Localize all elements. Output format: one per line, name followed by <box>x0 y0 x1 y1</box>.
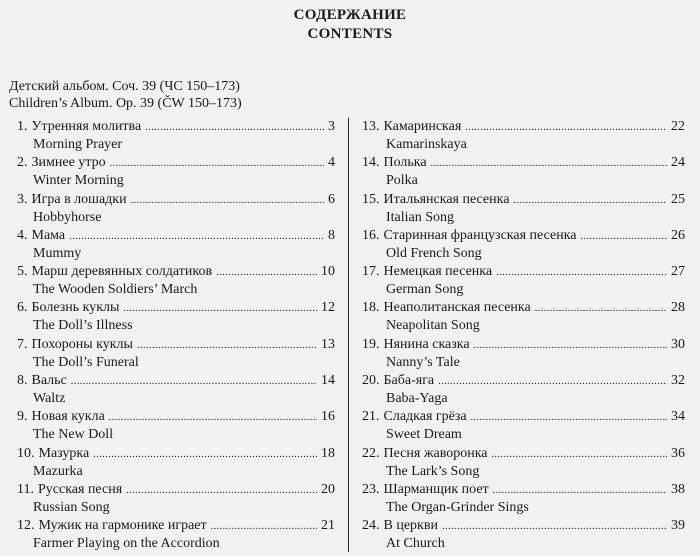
toc-entry-number: 15. <box>362 191 380 207</box>
toc-entry-number: 10. <box>17 445 35 461</box>
toc-entry-line <box>362 191 685 209</box>
toc-entry-title-russian: Вальс <box>31 373 67 389</box>
dot-leader <box>126 481 317 499</box>
toc-entry-line <box>17 263 335 281</box>
toc-entry-page-number: 22 <box>671 119 685 134</box>
toc-entry <box>17 154 335 190</box>
toc-entry <box>17 517 335 553</box>
toc-entry-number: 24. <box>362 518 380 534</box>
toc-entry-page-number: 13 <box>321 336 335 352</box>
toc-entry-number: 14. <box>362 155 380 171</box>
toc-entry-title-english: Nanny’s Tale <box>386 354 460 370</box>
toc-entry-title-russian: Похороны куклы <box>31 336 133 352</box>
toc-entry-title-russian: Новая кукла <box>31 409 105 425</box>
toc-entry-title-russian: Мужик на гармонике играет <box>38 518 207 534</box>
dot-leader <box>471 408 667 426</box>
toc-entry-title-english: Italian Song <box>386 209 455 225</box>
toc-entry <box>362 517 685 553</box>
toc-entry-title-russian: Баба-яга <box>383 373 435 389</box>
toc-entry-line <box>17 227 335 245</box>
toc-entry <box>362 372 685 408</box>
toc-entry-line <box>17 154 335 172</box>
toc-entry-number: 4. <box>17 227 28 243</box>
toc-entry <box>362 118 685 154</box>
toc-entry-line <box>17 191 335 209</box>
toc-entry-line <box>362 408 685 426</box>
toc-entry-title-russian: Зимнее утро <box>31 155 106 171</box>
toc-entry-title-english: At Church <box>386 536 445 552</box>
toc-entry-title-english: Kamarinskaya <box>386 137 467 152</box>
dot-leader <box>438 372 667 390</box>
toc-entry <box>17 408 335 444</box>
toc-entry-page-number: 38 <box>671 481 685 497</box>
toc-entry-page-number: 12 <box>321 300 335 316</box>
toc-entry-page-number: 32 <box>671 373 685 389</box>
toc-entry-title-russian: Старинная французская песенка <box>383 227 577 243</box>
toc-entry <box>362 445 685 481</box>
dot-leader <box>69 227 324 245</box>
toc-entry-number: 18. <box>362 300 380 316</box>
toc-entry-number: 3. <box>17 191 28 207</box>
toc-entry-page-number: 24 <box>671 155 685 171</box>
toc-entry-number: 11. <box>17 481 34 497</box>
toc-entry-number: 2. <box>17 155 28 171</box>
toc-entry-title-english: Morning Prayer <box>33 137 123 152</box>
toc-entry-page-number: 36 <box>671 445 685 461</box>
toc-entry-title-russian: Русская песня <box>37 481 123 497</box>
page-title-russian: СОДЕРЖАНИЕ <box>293 7 407 23</box>
toc-entry-number: 9. <box>17 409 28 425</box>
toc-entry-number: 1. <box>17 119 28 134</box>
toc-entry-page-number: 28 <box>671 300 685 316</box>
toc-entry-title-english: Sweet Dream <box>386 427 462 443</box>
toc-entry-title-russian: Болезнь куклы <box>31 300 120 316</box>
toc-entry-page-number: 18 <box>321 445 335 461</box>
toc-entry-title-russian: Нянина сказка <box>383 336 470 352</box>
title-block <box>0 6 700 44</box>
dot-leader <box>493 481 667 499</box>
dot-leader <box>474 336 667 354</box>
toc-entry-line <box>362 118 685 136</box>
toc-entry <box>362 191 685 227</box>
toc-entry-page-number: 21 <box>321 518 335 534</box>
toc-entry-line <box>17 336 335 354</box>
dot-leader <box>581 227 668 245</box>
toc-entry <box>362 299 685 335</box>
toc-entry-number: 6. <box>17 300 28 316</box>
toc-entry-title-russian: Шарманщик поет <box>383 481 489 497</box>
toc-entry-title-english: The New Doll <box>33 427 114 443</box>
toc-entry <box>17 445 335 481</box>
toc-entry-title-english: The Wooden Soldiers’ March <box>33 282 198 298</box>
toc-entry-title-russian: Немецкая песенка <box>383 264 493 280</box>
dot-leader <box>496 263 667 281</box>
toc-entry-title-russian: Игра в лошадки <box>31 191 127 207</box>
toc-entry-line <box>362 481 685 499</box>
toc-entry <box>17 191 335 227</box>
toc-entry <box>362 263 685 299</box>
toc-entry-title-english: Farmer Playing on the Accordion <box>33 536 220 552</box>
toc-entry-number: 22. <box>362 445 380 461</box>
dot-leader <box>145 118 324 136</box>
toc-entry-title-english: Hobbyhorse <box>33 209 102 225</box>
toc-entry-page-number: 16 <box>321 409 335 425</box>
toc-entry-number: 12. <box>17 518 35 534</box>
page-title-english: CONTENTS <box>307 26 393 42</box>
toc-entry <box>17 263 335 299</box>
toc-entry-number: 8. <box>17 373 28 389</box>
column-divider <box>348 118 349 552</box>
toc-entry-number: 13. <box>362 119 380 134</box>
toc-entry-line <box>17 372 335 390</box>
toc-entry-title-english: Baba-Yaga <box>386 391 448 407</box>
toc-entry-page-number: 4 <box>328 155 335 171</box>
dot-leader <box>465 118 667 136</box>
toc-entry-title-english: Mummy <box>33 245 82 261</box>
toc-entry-line <box>362 517 685 535</box>
toc-entry-line <box>362 336 685 354</box>
toc-entry-title-russian: Неаполитанская песенка <box>383 300 531 316</box>
toc-entry-title-russian: Утренняя молитва <box>31 119 142 134</box>
toc-entry <box>17 299 335 335</box>
toc-entry-line <box>362 299 685 317</box>
toc-entry-number: 5. <box>17 264 28 280</box>
toc-entry <box>362 154 685 190</box>
toc-entry-page-number: 25 <box>671 191 685 207</box>
toc-entry-title-english: Polka <box>386 173 418 189</box>
toc-entry <box>362 336 685 372</box>
toc-entry-title-english: Waltz <box>33 391 66 407</box>
toc-entry-title-russian: Итальянская песенка <box>383 191 510 207</box>
toc-entry-number: 16. <box>362 227 380 243</box>
toc-entry-page-number: 3 <box>328 119 335 134</box>
dot-leader <box>492 445 667 463</box>
toc-entry-title-english: The Doll’s Illness <box>33 318 133 334</box>
toc-entry-page-number: 14 <box>321 373 335 389</box>
toc-entry-title-russian: Песня жаворонка <box>383 445 488 461</box>
album-heading-english: Children’s Album. Op. 39 (ČW 150–173) <box>9 96 242 111</box>
toc-entry-title-russian: Полька <box>383 155 427 171</box>
album-heading <box>9 78 242 112</box>
toc-entry-page-number: 8 <box>328 227 335 243</box>
toc-entry-number: 19. <box>362 336 380 352</box>
toc-entry-title-english: The Doll’s Funeral <box>33 354 139 370</box>
toc-entry-title-russian: Мазурка <box>38 445 90 461</box>
toc-entry <box>17 336 335 372</box>
toc-entry-title-russian: Камаринская <box>383 119 462 134</box>
toc-entry-page-number: 20 <box>321 481 335 497</box>
dot-leader <box>110 154 324 172</box>
dot-leader <box>137 336 317 354</box>
toc-entry-line <box>362 154 685 172</box>
toc-entry <box>362 408 685 444</box>
toc-entry-title-english: Russian Song <box>33 499 110 515</box>
toc-entry <box>362 481 685 517</box>
toc-entry-page-number: 34 <box>671 409 685 425</box>
toc-entry-title-english: Old French Song <box>386 245 482 261</box>
toc-entry <box>17 227 335 263</box>
toc-entry-title-english: Winter Morning <box>33 173 124 189</box>
contents-column-right <box>362 118 685 554</box>
dot-leader <box>535 299 667 317</box>
dot-leader <box>93 445 317 463</box>
toc-entry-title-english: German Song <box>386 282 464 298</box>
dot-leader <box>131 191 324 209</box>
dot-leader <box>211 517 317 535</box>
toc-entry-line <box>17 517 335 535</box>
toc-entry-number: 21. <box>362 409 380 425</box>
contents-column-left <box>17 118 335 554</box>
toc-entry-title-english: The Lark’s Song <box>386 463 480 479</box>
toc-entry-page-number: 27 <box>671 264 685 280</box>
toc-entry-page-number: 10 <box>321 264 335 280</box>
dot-leader <box>216 263 317 281</box>
toc-entry <box>362 227 685 263</box>
toc-entry-number: 7. <box>17 336 28 352</box>
toc-entry-title-russian: В церкви <box>383 518 438 534</box>
dot-leader <box>109 408 317 426</box>
toc-entry-title-english: Mazurka <box>33 463 83 479</box>
toc-entry-title-english: The Organ-Grinder Sings <box>386 499 529 515</box>
toc-entry <box>17 118 335 154</box>
toc-entry-title-russian: Марш деревянных солдатиков <box>31 264 213 280</box>
toc-entry-title-russian: Мама <box>31 227 66 243</box>
toc-entry <box>17 481 335 517</box>
toc-entry-number: 17. <box>362 264 380 280</box>
toc-entry-line <box>362 372 685 390</box>
toc-entry-number: 20. <box>362 373 380 389</box>
dot-leader <box>71 372 317 390</box>
toc-entry-line <box>362 263 685 281</box>
album-heading-russian: Детский альбом. Соч. 39 (ЧС 150–173) <box>9 79 240 94</box>
toc-entry-page-number: 39 <box>671 518 685 534</box>
toc-entry-page-number: 26 <box>671 227 685 243</box>
toc-entry-title-english: Neapolitan Song <box>386 318 480 334</box>
toc-entry-line <box>362 227 685 245</box>
toc-entry-page-number: 30 <box>671 336 685 352</box>
dot-leader <box>442 517 667 535</box>
toc-entry-number: 23. <box>362 481 380 497</box>
toc-entry <box>17 372 335 408</box>
toc-entry-line <box>17 408 335 426</box>
toc-entry-line <box>17 299 335 317</box>
toc-entry-line <box>17 445 335 463</box>
toc-entry-line <box>362 445 685 463</box>
toc-entry-line <box>17 118 335 136</box>
toc-entry-line <box>17 481 335 499</box>
dot-leader <box>123 299 317 317</box>
dot-leader <box>431 154 667 172</box>
toc-entry-page-number: 6 <box>328 191 335 207</box>
toc-entry-title-russian: Сладкая грёза <box>383 409 467 425</box>
dot-leader <box>513 191 667 209</box>
